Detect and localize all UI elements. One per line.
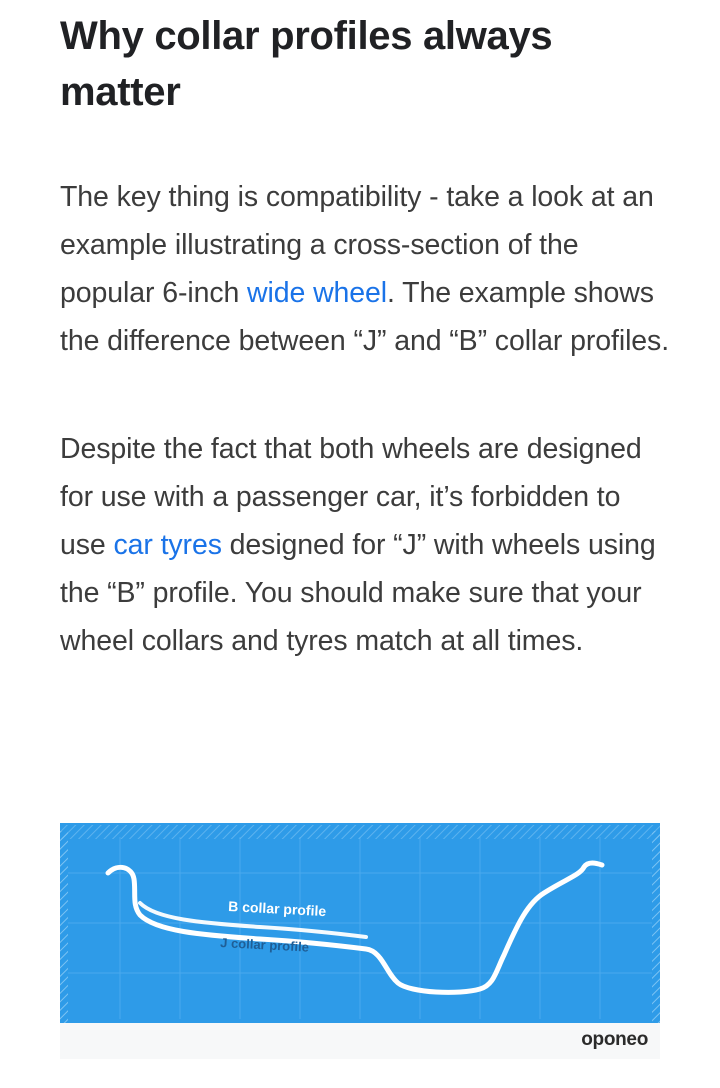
wheel-cross-section-svg xyxy=(60,823,660,1023)
car-tyres-link[interactable]: car tyres xyxy=(113,529,222,561)
left-hatch xyxy=(60,831,68,1023)
wide-wheel-link[interactable]: wide wheel xyxy=(247,277,388,309)
collar-profile-diagram xyxy=(60,823,660,1023)
b-collar-label: B collar profile xyxy=(227,898,327,920)
paragraph-text: . The example shows the difference between “J” and “B” collar profiles. xyxy=(60,277,670,357)
paragraph-text: Despite the fact that both wheels are designed for use with a passenger car, it’s forbidden to use xyxy=(60,433,642,561)
paragraph-text: designed for “J” with wheels using the “B” profile. You should make sure that your wheel collars and tyres match at all times. xyxy=(60,529,656,657)
paragraph-warning xyxy=(60,425,670,665)
article xyxy=(60,0,670,665)
figure-caption-strip xyxy=(60,1023,660,1059)
diagram-grid xyxy=(68,837,652,1019)
j-collar-label: J collar profile xyxy=(219,935,310,955)
article-heading: Why collar profiles always matter xyxy=(60,14,553,114)
paragraph-text: The key thing is compatibility - take a look at an example illustrating a cross-section of the popular 6-inch xyxy=(60,181,654,309)
paragraph-compatibility xyxy=(60,173,670,365)
oponeo-logo: oponeo xyxy=(581,1029,648,1050)
right-hatch xyxy=(652,831,660,1023)
top-hatch xyxy=(60,825,660,839)
collar-profile-figure xyxy=(60,823,660,1059)
